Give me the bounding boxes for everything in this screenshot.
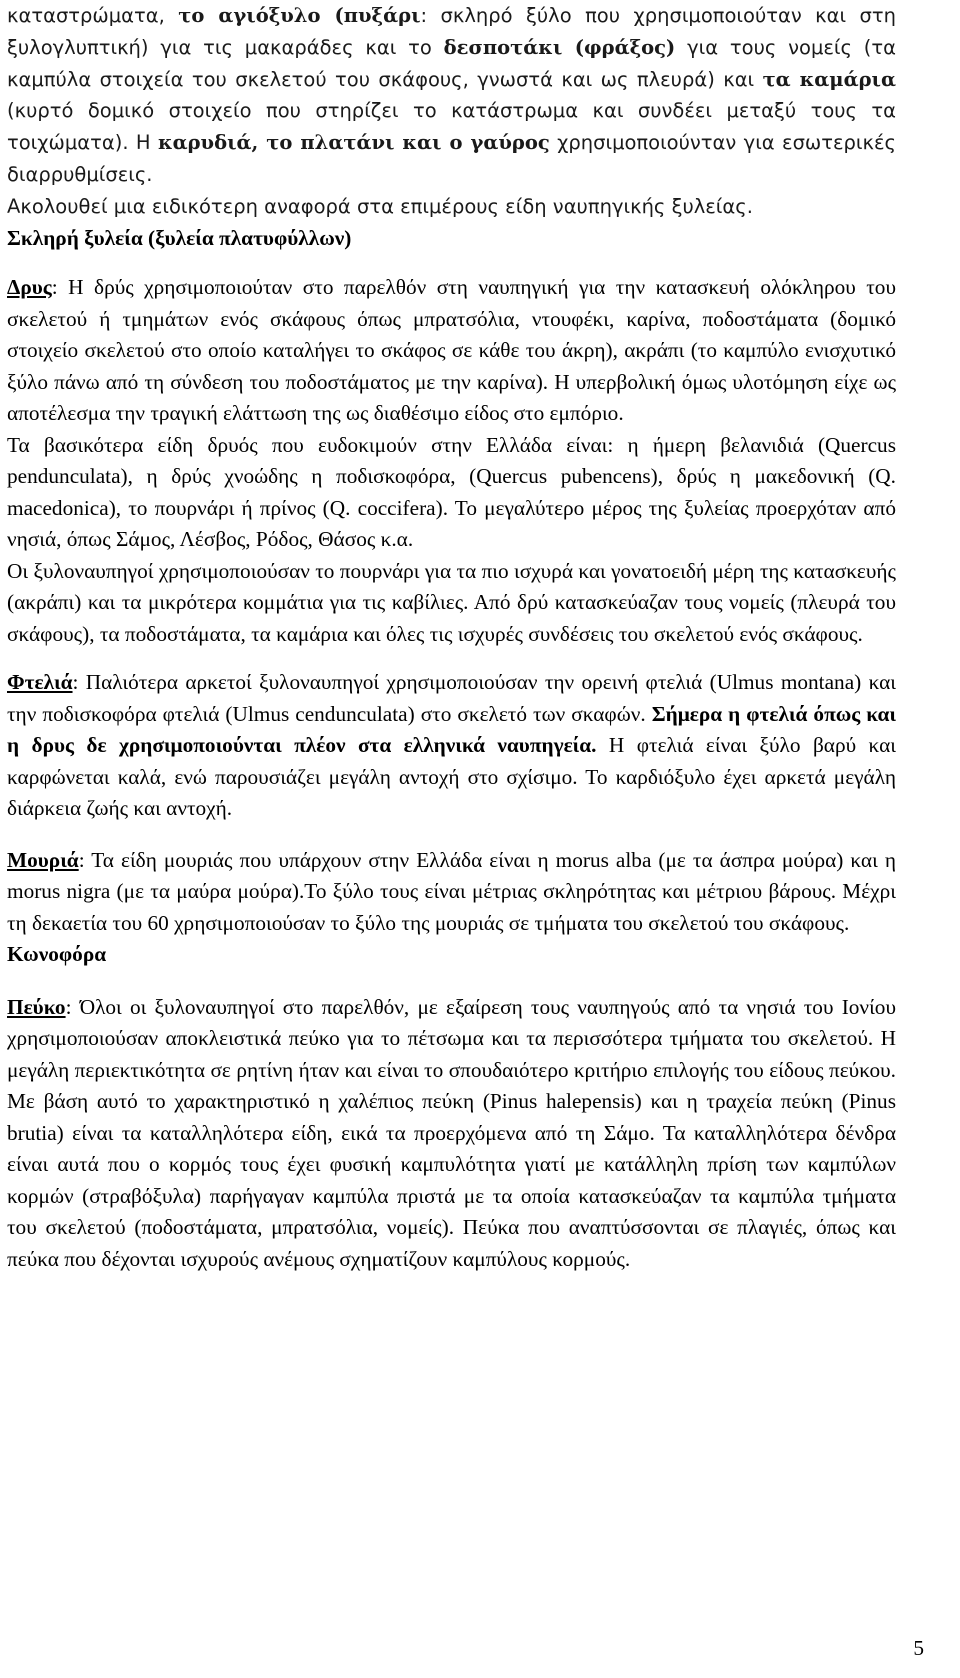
oak-paragraph (7, 272, 896, 430)
mulberry-text: : Τα είδη μουριάς που υπάρχουν στην Ελλάδα είναι η morus alba (με τα άσπρα μούρα) και η morus nigra (με τα μαύρα μούρα).Το ξύλο τους είναι μέτριας σκληρότητας και μέτριου βάρους. Μέχρι τη δεκαετία του 60 χρησιμοποιούσαν το ξύλο της μουριάς σε τμήματα του σκελετού του σκάφους. (7, 847, 896, 935)
elm-text: : Παλιότερα αρκετοί ξυλοναυπηγοί χρησιμοποιούσαν την ορεινή φτελιά (Ulmus montana) και την ποδισκοφόρα φτελιά (Ulmus cendunculata) στο σκελετό των σκαφών. (7, 670, 896, 726)
intro-bold-run: το αγιόξυλο (πυξάρι (178, 4, 421, 27)
elm-term: Φτελιά (7, 670, 73, 695)
main-section (7, 223, 896, 1276)
intro-text-run: για τους νομείς (τα καμπύλα στοιχεία του σκελετού του σκάφους, γνωστά και ως πλευρά) και (7, 35, 897, 91)
mulberry-paragraph (7, 845, 896, 940)
hardwood-heading: Σκληρή ξυλεία (ξυλεία πλατυφύλλων) (7, 225, 352, 250)
oak-usage-paragraph: Οι ξυλοναυπηγοί χρησιμοποιούσαν το πουρνάρι για τα πιο ισχυρά και γονατοειδή μέρη της κατασκευής (ακράπι) και τα μικρότερα κομμάτια για τις καβίλιες. Από δρύ κατασκεύαζαν τους νομείς (πλευρά του σκάφους), τα ποδοστάματα, τα καμάρια και όλες τις ισχυρές συνδέσεις του σκελετού ενός σκάφους. (7, 558, 896, 646)
intro-bold-run: τα καμάρια (762, 67, 896, 91)
oak-species-paragraph: Τα βασικότερα είδη δρυός που ευδοκιμούν στην Ελλάδα είναι: η ήμερη βελανιδιά (Quercus pendunculata), η δρύς χνοώδης η ποδισκοφόρα, (Quercus pubencens), δρύς η μακεδονική (Q. macedonica), το πουρνάρι ή πρίνος (Q. coccifera). Το μεγαλύτερο μέρος της ξυλείας προερχόταν από νησιά, όπως Σάμος, Λέσβος, Ρόδος, Θάσος κ.α. (7, 432, 896, 552)
elm-paragraph (7, 667, 896, 825)
intro-text-run: χρησιμοποιούνταν για εσωτερικές διαρρυθμίσεις. (7, 131, 896, 186)
intro-followup-paragraph: Ακολουθεί μια ειδικότερη αναφορά στα επιμέρους είδη ναυπηγικής ξυλείας. (7, 194, 753, 218)
intro-text-run: : σκληρό ξύλο που χρησιμοποιούταν και στη ξυλογλυπτική) για τις μακαράδες και το (7, 4, 896, 59)
oak-text: : Η δρύς χρησιμοποιούταν στο παρελθόν στη ναυπηγική για την κατασκευή ολόκληρου του σκελετού ή τμημάτων ενός σκάφους όπως μπρατσόλια, ντουφέκι, καρίνα, ποδοστάματα (δομικό στοιχείο σκελετού στο οποίο καταλήγει το σκάφος σε κάθε του άκρη), ακράπι (το καμπύλο ενισχυτικό ξύλο πάνω από τη σύνδεση του ποδοστάματος με την καρίνα). Η υπερβολική όμως υλοτόμηση είχε ως αποτέλεσμα την τραγική ελάττωση της ως διαθέσιμο είδος στο εμπόριο. (7, 275, 896, 426)
elm-text-continued: Η φτελιά είναι ξύλο βαρύ και καρφώνεται καλά, ενώ παρουσιάζει μεγάλη αντοχή στο σχίσιμο. Το καρδιόξυλο έχει αρκετά μεγάλη διάρκεια ζωής και αντοχή. (7, 733, 896, 821)
document-page (7, 0, 896, 1275)
elm-bold-text: Σήμερα η φτελιά όπως και η δρυς δε χρησιμοποιούνται πλέον στα ελληνικά ναυπηγεία. (7, 701, 896, 758)
mulberry-term: Μουριά (7, 847, 79, 872)
intro-bold-run: καρυδιά, το πλατάνι και ο γαύρος (157, 131, 550, 155)
intro-text-run: (κυρτό δομικό στοιχείο που στηρίζει το κατάστρωμα και συνδέει μεταξύ τους τα τοιχώματα). Η (7, 99, 896, 155)
intro-section (7, 0, 896, 223)
pine-paragraph (7, 992, 896, 1276)
oak-term: Δρυς (7, 275, 52, 300)
pine-text: : Όλοι οι ξυλοναυπηγοί στο παρελθόν, με εξαίρεση τους ναυπηγούς από τα νησιά του Ιονίου χρησιμοποιούσαν αποκλειστικά πεύκο για το πέτσωμα και τα περισσότερα τμήματα του σκελετού. Η μεγάλη περιεκτικότητα σε ρητίνη ήταν και είναι το σπουδαιότερο κριτήριο επιλογής του είδους πεύκου. Με βάση αυτό το χαρακτηριστικό η χαλέπιος πεύκη (Pinus halepensis) και η τραχεία πεύκη (Pinus brutia) είναι τα καταλληλότερα είδη, εικά τα προερχόμενα από τη Σάμο. Τα καταλληλότερα δένδρα είναι αυτά που ο κορμός τους έχει φυσική καμπυλότητα γιατί με κατάλληλη πρίση των καμπύλων κορμών (στραβόξυλα) παρήγαγαν καμπύλα πριστά με τα οποία κατασκεύαζαν τα καμπύλα τμήματα του σκελετού (ποδοστάματα, μπρατσόλια, νομείς). Πεύκα που αναπτύσσονται σε πλαγιές, όπως και πεύκα που δέχονται ισχυρούς ανέμους σχηματίζουν καμπύλους κορμούς. (7, 994, 896, 1271)
intro-text-run: καταστρώματα, (7, 4, 179, 27)
pine-term: Πεύκο (7, 994, 66, 1019)
page-number: 5 (913, 1636, 924, 1660)
intro-paragraph (7, 0, 896, 191)
conifer-heading: Κωνοφόρα (7, 942, 107, 967)
intro-bold-run: δεσποτάκι (φράξος) (443, 35, 676, 59)
